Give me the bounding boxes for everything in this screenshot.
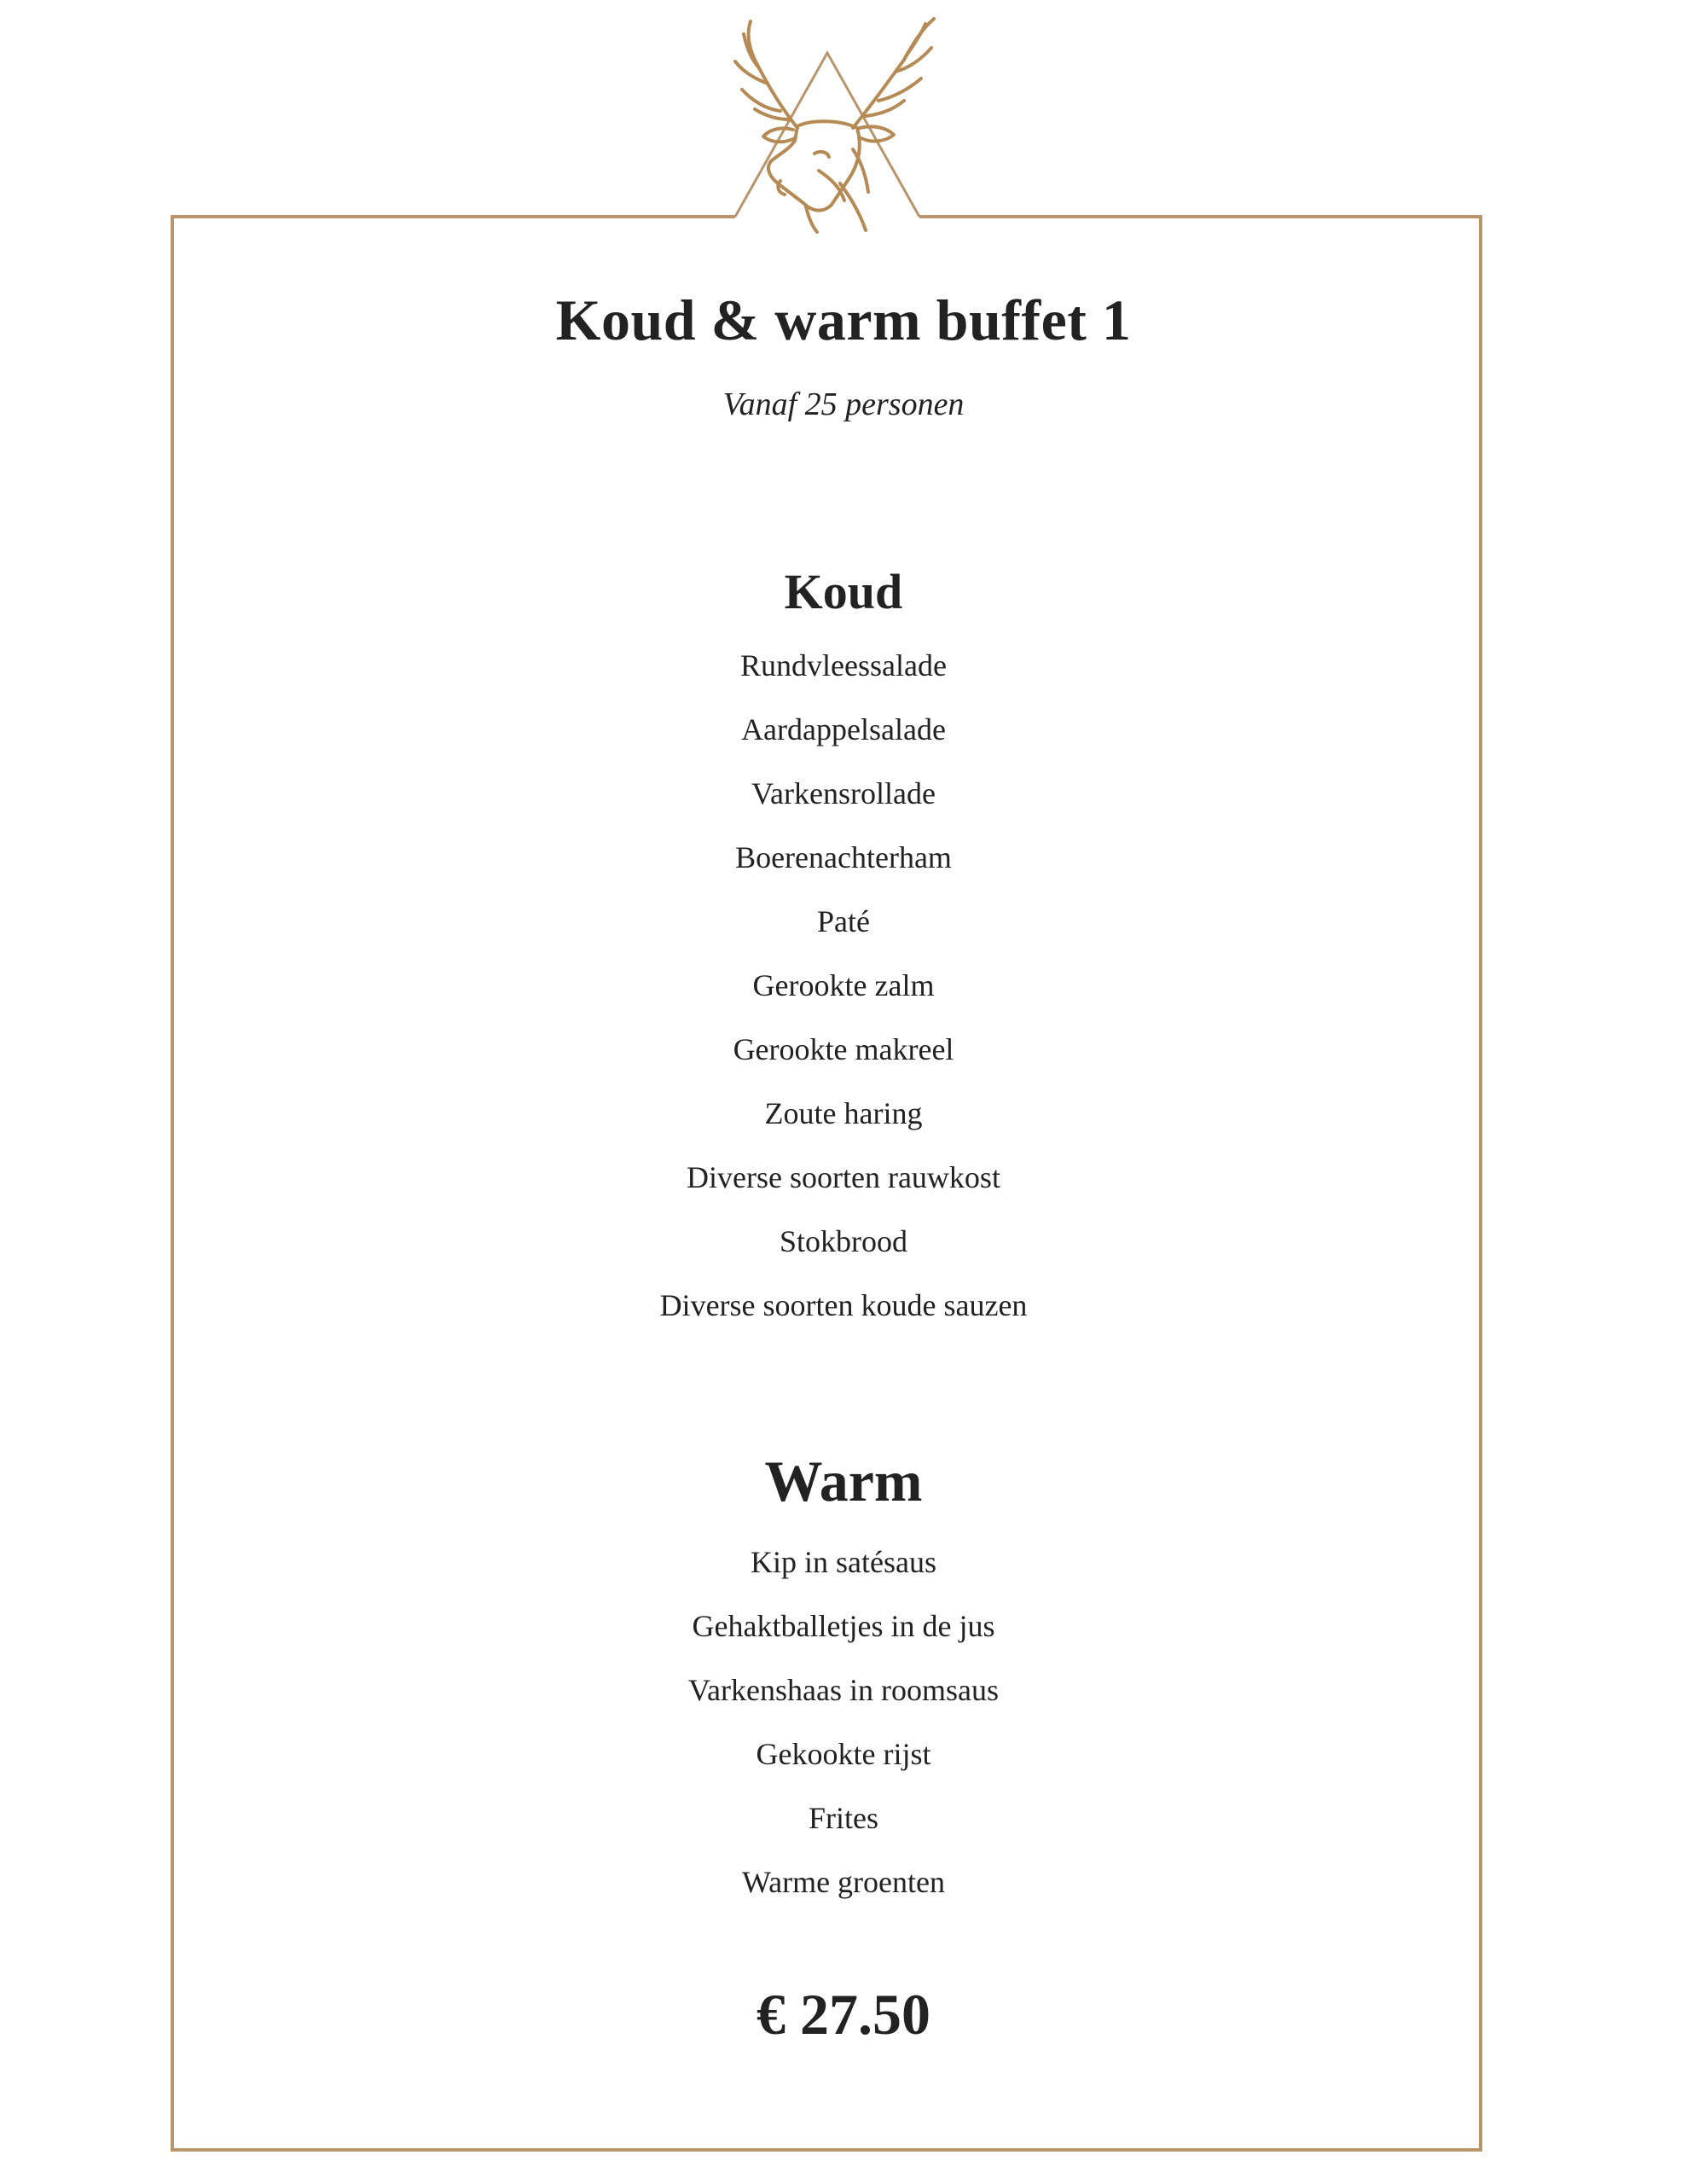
menu-item: Rundvleessalade bbox=[740, 648, 947, 682]
menu-list-koud bbox=[0, 634, 1687, 1338]
page-subtitle: Vanaf 25 personen bbox=[722, 386, 965, 422]
menu-item: Frites bbox=[808, 1801, 878, 1835]
menu-item: Diverse soorten rauwkost bbox=[687, 1160, 1000, 1194]
stag-head-icon bbox=[735, 19, 934, 232]
price: € 27.50 bbox=[757, 1982, 930, 2047]
menu-item: Paté bbox=[817, 904, 870, 938]
menu-item: Gerookte makreel bbox=[733, 1032, 954, 1066]
menu-item: Aardappelsalade bbox=[741, 712, 946, 746]
section-heading-warm: Warm bbox=[764, 1449, 923, 1513]
menu-list-warm bbox=[0, 1531, 1687, 1914]
menu-item: Varkenshaas in roomsaus bbox=[688, 1673, 999, 1707]
menu-item: Kip in satésaus bbox=[751, 1545, 936, 1579]
menu-item: Zoute haring bbox=[764, 1096, 923, 1130]
menu-item: Gerookte zalm bbox=[752, 968, 935, 1002]
menu-item: Varkensrollade bbox=[751, 776, 936, 810]
menu-item: Gekookte rijst bbox=[756, 1737, 931, 1771]
menu-item: Boerenachterham bbox=[735, 840, 952, 874]
menu-item: Stokbrood bbox=[779, 1224, 907, 1258]
page-title: Koud & warm buffet 1 bbox=[555, 288, 1132, 352]
section-heading-koud: Koud bbox=[784, 564, 903, 619]
menu-item: Gehaktballetjes in de jus bbox=[692, 1609, 995, 1643]
menu-item: Warme groenten bbox=[742, 1865, 945, 1899]
menu-item: Diverse soorten koude sauzen bbox=[659, 1288, 1028, 1322]
